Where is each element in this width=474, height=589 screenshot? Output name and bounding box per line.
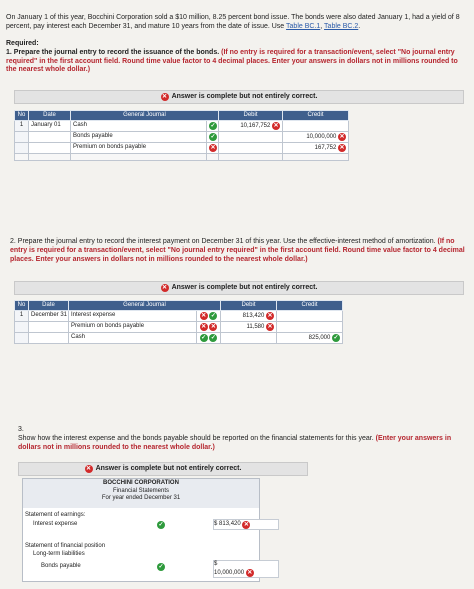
table-row [15,333,343,344]
x-circle-icon: ✕ [247,569,253,576]
x-circle-icon: ✕ [267,312,273,319]
x-circle-icon: ✕ [162,285,168,291]
date-cell[interactable] [29,333,69,344]
debit-cell[interactable] [221,333,277,344]
journal-table-2 [14,300,343,344]
x-circle-icon: ✕ [267,323,273,330]
status-banner-fs: ✕ Answer is complete but not entirely correct. [18,462,308,476]
status-banner-2: ✕ Answer is complete but not entirely correct. [14,281,464,295]
interest-expense-label: Interest expense [33,521,78,527]
date-cell[interactable]: January 01 [29,121,71,132]
credit-cell[interactable] [283,121,349,132]
account-cell[interactable]: Cash [69,333,197,344]
credit-cell[interactable]: 10,000,000 ✕ [283,132,349,143]
table-bc1-link[interactable]: Table BC.1 [286,22,321,30]
debit-cell[interactable]: 11,580 ✕ [221,322,277,333]
journal-header-row: No Date General Journal Debit Credit [15,111,349,121]
required-section: Required: 1. Prepare the journal entry to record the issuance of the bonds. (If no entry is required for a transaction/event, select "No journal entry required" in the first account field. Round time value factor to 4 decimal places. Enter your answers in dollars not in millions rounded to the nearest whole dollar.) [6,40,470,75]
credit-cell[interactable]: 167,752 ✕ [283,143,349,154]
account-cell[interactable]: Bonds payable [71,132,207,143]
bonds-payable-field[interactable]: $ 10,000,000 ✕ [213,560,279,578]
x-circle-icon: ✕ [210,323,216,330]
debit-cell[interactable]: 10,167,752 ✕ [219,121,283,132]
x-circle-icon: ✕ [210,144,216,151]
statement-period: For year ended December 31 [101,495,181,501]
question-3: 3. Show how the interest expense and the bonds payable should be reported on the financial statements for this year. (Enter your answers in dollars not in millions rounded to the nearest whole dollar.) [18,426,452,451]
table-row: 1 January 01 Cash ✓ 10,167,752 ✕ [15,121,349,132]
credit-cell[interactable]: 825,000 ✓ [277,333,343,344]
account-cell[interactable]: Cash [71,121,207,132]
x-circle-icon: ✕ [273,122,279,129]
x-circle-icon: ✕ [201,312,207,319]
fs-header [23,479,259,508]
check-circle-icon: ✓ [210,122,216,129]
check-circle-icon: ✓ [158,522,164,528]
x-circle-icon: ✕ [339,144,345,151]
check-circle-icon: ✓ [333,334,339,341]
debit-cell[interactable] [219,132,283,143]
financial-position-label: Statement of financial position [25,543,106,549]
x-circle-icon: ✕ [162,94,168,100]
x-circle-icon: ✕ [243,521,249,528]
financial-statements [22,478,260,582]
long-term-liabilities-label: Long-term liabilities [33,551,85,557]
account-cell[interactable]: Interest expense [69,311,197,322]
credit-cell[interactable] [277,311,343,322]
statement-title: Financial Statements [112,487,170,494]
date-cell[interactable] [29,132,71,143]
account-cell[interactable]: Premium on bonds payable [69,322,197,333]
debit-cell[interactable] [219,143,283,154]
x-circle-icon: ✕ [201,323,207,330]
table-bc2-link[interactable]: Table BC.2 [324,22,359,30]
earnings-label: Statement of earnings: [25,512,86,518]
debit-cell[interactable]: 813,420 ✕ [221,311,277,322]
check-circle-icon: ✓ [210,133,216,140]
company-name: BOCCHINI CORPORATION [103,480,179,486]
credit-cell[interactable] [277,322,343,333]
required-label: Required: [6,40,39,47]
interest-expense-field[interactable]: $ 813,420 ✕ [213,519,279,530]
check-circle-icon: ✓ [201,334,207,341]
check-circle-icon: ✓ [210,334,216,341]
q1-instructions: (If no entry is required for a transaction/event, select "No journal entry required" in the first account field. Round time value factor to 4 decimal places. Enter your answers in dollars not in millions rounded to the nearest whole dollar.) [6,48,458,74]
table-row: 1 December 31 Interest expense ✕ ✓ 813,420 ✕ [15,311,343,322]
table-row [15,143,349,154]
journal-table-1 [14,110,349,161]
date-cell[interactable] [29,143,71,154]
q3-instructions: (Enter your answers in dollars not in millions rounded to the nearest whole dollar.) [18,434,452,451]
bonds-payable-label: Bonds payable [41,563,81,569]
q2-instructions: (If no entry is required for a transaction/event, select "No journal entry required" in the first account field. Round time value factor to 4 decimal places. Enter your answers in dollars not in millions rounded to the nearest whole dollar.) [10,238,465,263]
check-circle-icon: ✓ [158,564,164,570]
problem-intro: On January 1 of this year, Bocchini Corporation sold a $10 million, 8.25 percent bond issue. The bonds were also dated January 1, had a yield of 8 percent, pay interest each December 31, and mature 10 years from the date of issue. Use Table BC.1, Table BC.2. [6,14,460,30]
date-cell[interactable]: December 31 [29,311,69,322]
table-row [15,154,349,161]
journal-header-row: No Date General Journal Debit Credit [15,301,343,311]
account-cell[interactable]: Premium on bonds payable [71,143,207,154]
table-row [15,322,343,333]
check-circle-icon: ✓ [210,312,216,319]
table-row [15,132,349,143]
x-circle-icon: ✕ [339,133,345,140]
status-banner-1: ✕ Answer is complete but not entirely correct. [14,90,464,104]
question-2: 2. Prepare the journal entry to record the interest payment on December 31 of this year. Use the effective-interest method of amortization. (If no entry is required for a transaction/event, select "No journal entry required" in the first account field. Round time value factor to 4 decimal places. Enter your answers in dollars not in millions rounded to the nearest whole dollar.) [10,238,465,263]
x-circle-icon: ✕ [86,466,92,472]
date-cell[interactable] [29,322,69,333]
